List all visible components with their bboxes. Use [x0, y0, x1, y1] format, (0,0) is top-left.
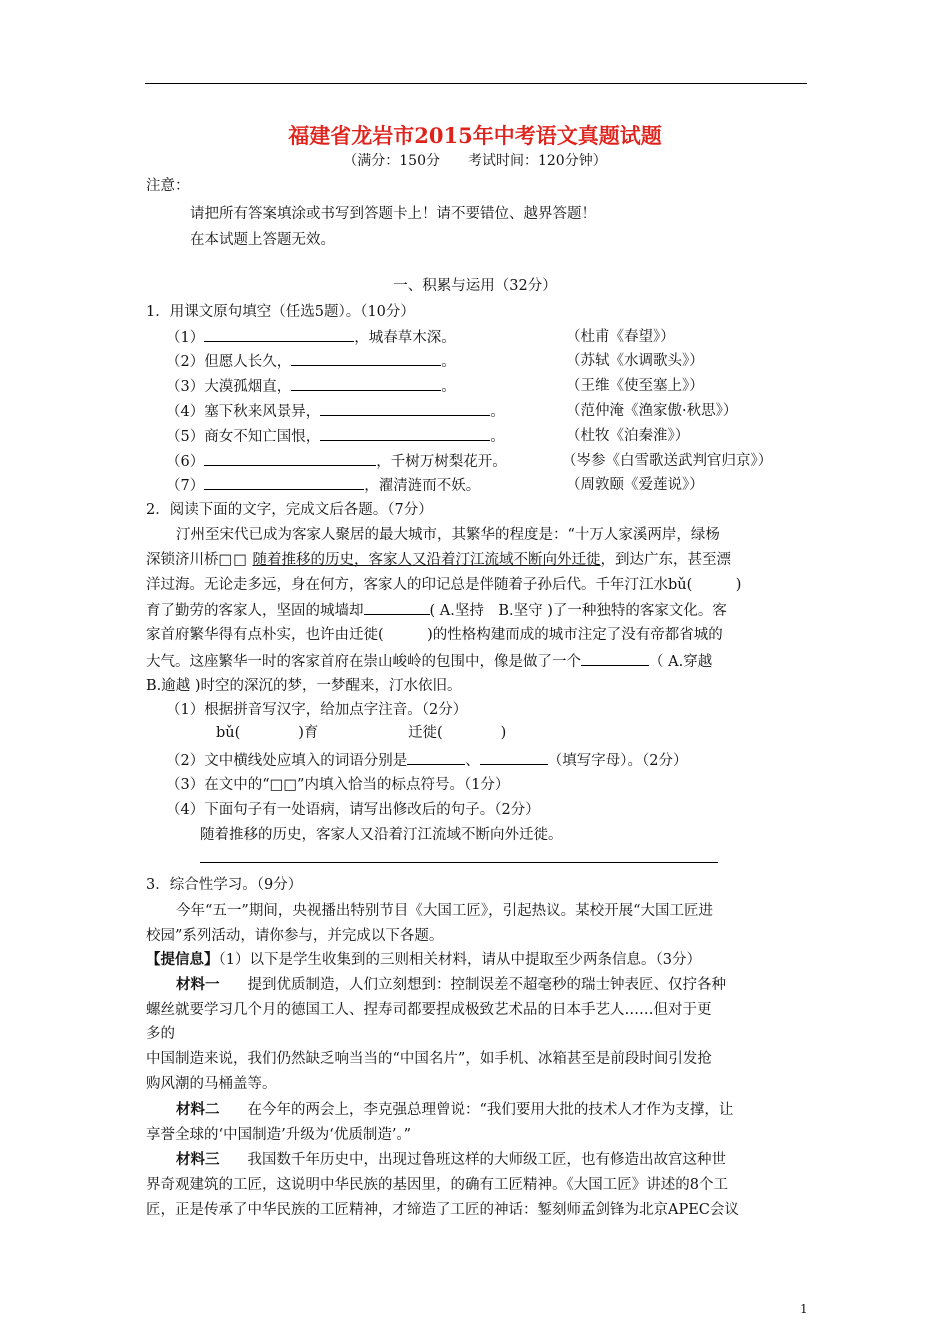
q3-intro-line: 校园”系列活动，请你参与，并完成以下各题。: [146, 928, 444, 944]
task-tag: 【提信息】: [146, 951, 219, 968]
q2-sub-1-b: 迁徙( ): [408, 725, 507, 741]
material-1-line: 螺丝就要学习几个月的德国工人、捏寿司都要捏成极致艺术品的日本手艺人……但对于更: [146, 1002, 712, 1018]
q1-item: （1） ，城春草木深。: [166, 327, 456, 348]
q1-item: （7） ，濯清涟而不妖。: [166, 475, 480, 496]
q1-source: （周敦颐《爱莲说》）: [566, 477, 704, 493]
answer-line[interactable]: [200, 862, 718, 863]
material-2-line: 材料二 在今年的两会上，李克强总理曾说：“我们要用大批的技术人才作为支撑，让: [176, 1101, 734, 1118]
q3-stem: 3．综合性学习。（9分）: [146, 877, 303, 893]
q3-intro-line: 今年“五一”期间，央视播出特别节目《大国工匠》，引起热议。某校开展“大国工匠进: [176, 903, 713, 919]
q1-item: （5）商女不知亡国恨， 。: [166, 426, 505, 447]
q2-passage-line: 汀州至宋代已成为客家人聚居的最大城市，其繁华的程度是：“十万人家溪两岸，绿杨: [176, 527, 720, 543]
q2-passage-line: 深锁济川桥□□ 随着推移的历史，客家人又沿着汀江流域不断向外迁徙，到达广东，甚至漂: [146, 552, 732, 568]
material-3-line: 材料三 我国数千年历史中，出现过鲁班这样的大师级工匠，也有修造出故宫这种世: [176, 1151, 726, 1168]
material-1-line: 多的: [146, 1026, 175, 1042]
notice-label: 注意：: [146, 178, 190, 194]
q1-item: （2）但愿人长久， 。: [166, 351, 456, 372]
answer-blank[interactable]: [581, 651, 649, 666]
q1-source: （杜牧《泊秦淮》）: [566, 428, 690, 444]
q2-passage-line: 育了勤劳的客家人，坚固的城墙却 ( A.坚持 B.坚守 )了一种独特的客家文化。客: [146, 600, 727, 621]
exam-subtitle: （满分：150分 考试时间：120分钟）: [343, 153, 607, 169]
q2-passage-line: 大气。这座繁华一时的客家首府在崇山峻岭的包围中，像是做了一个 （ A.穿越: [146, 651, 712, 672]
header-rule: [145, 83, 807, 84]
material-1-line: 中国制造来说，我们仍然缺乏响当当的“中国名片”，如手机、冰箱甚至是前段时间引发抢: [146, 1051, 712, 1067]
material-1-line: 购风潮的马桶盖等。: [146, 1076, 277, 1092]
q1-source: （王维《使至塞上》）: [566, 378, 704, 394]
section-heading: 一、积累与运用（32分）: [393, 278, 557, 294]
exam-title: 福建省龙岩市2015年中考语文真题试题: [288, 123, 662, 148]
answer-blank[interactable]: [364, 600, 430, 615]
q2-stem: 2．阅读下面的文字，完成文后各题。（7分）: [146, 502, 433, 518]
q1-item: （3）大漠孤烟直， 。: [166, 376, 456, 397]
answer-blank[interactable]: [204, 475, 364, 490]
underlined-sentence: 随着推移的历史，客家人又沿着汀江流域不断向外迁徙: [252, 552, 601, 568]
material-label: 材料三: [176, 1151, 220, 1168]
material-label: 材料一: [176, 976, 220, 993]
q1-stem: 1．用课文原句填空（任选5题）。（10分）: [146, 304, 415, 320]
q1-item: （4）塞下秋来风景异， 。: [166, 401, 505, 422]
q2-sub-4-sentence: 随着推移的历史，客家人又沿着汀江流域不断向外迁徙。: [200, 827, 563, 843]
answer-blank[interactable]: [320, 401, 490, 416]
q1-source: （范仲淹《渔家傲·秋思》）: [566, 403, 738, 419]
q2-passage-line: 家首府繁华得有点朴实，也许由迁徙( )的性格构建而成的城市注定了没有帝都省城的: [146, 627, 723, 643]
q2-sub-1-a: bǔ( )育: [216, 725, 319, 741]
answer-blank[interactable]: [407, 750, 465, 765]
material-1-line: 材料一 提到优质制造，人们立刻想到：控制误差不超毫秒的瑞士钟表匠、仅拧各种: [176, 976, 726, 993]
material-3-line: 匠，正是传承了中华民族的工匠精神，才缔造了工匠的神话：錾刻师孟剑锋为北京APEC会议: [146, 1202, 739, 1218]
answer-blank[interactable]: [291, 376, 441, 391]
material-3-line: 界奇观建筑的工匠，这说明中华民族的基因里，的确有工匠精神。《大国工匠》讲述的8个工: [146, 1177, 728, 1193]
q3-task: 【提信息】（1）以下是学生收集到的三则相关材料，请从中提取至少两条信息。（3分）: [146, 951, 701, 968]
q2-sub-3: （3）在文中的“□□”内填入恰当的标点符号。（1分）: [166, 777, 510, 793]
q1-item: （6） ，千树万树梨花开。: [166, 451, 507, 472]
material-2-line: 享誉全球的‘中国制造’升级为‘优质制造’。”: [146, 1127, 412, 1143]
q2-sub-1: （1）根据拼音写汉字，给加点字注音。（2分）: [166, 702, 468, 718]
page-number: 1: [800, 1302, 808, 1316]
answer-blank[interactable]: [204, 327, 354, 342]
material-label: 材料二: [176, 1101, 220, 1118]
q1-source: （苏轼《水调歌头》）: [566, 353, 704, 369]
notice-line-2: 在本试题上答题无效。: [190, 232, 335, 248]
notice-line-1: 请把所有答案填涂或书写到答题卡上！请不要错位、越界答题！: [190, 206, 596, 222]
q2-sub-4: （4）下面句子有一处语病，请写出修改后的句子。（2分）: [166, 802, 540, 818]
answer-blank[interactable]: [204, 451, 376, 466]
answer-blank[interactable]: [480, 750, 548, 765]
q1-source: （杜甫《春望》）: [566, 329, 675, 345]
q2-sub-2: （2）文中横线处应填入的词语分别是 、 （填写字母）。（2分）: [166, 750, 687, 771]
q2-passage-line: 洋过海。无论走多远，身在何方，客家人的印记总是伴随着子孙后代。千年汀江水bǔ( ): [146, 577, 742, 593]
q2-passage-line: B.逾越 )时空的深沉的梦，一梦醒来，汀水依旧。: [146, 678, 462, 694]
answer-blank[interactable]: [320, 426, 490, 441]
answer-blank[interactable]: [291, 351, 441, 366]
q1-source: （岑参《白雪歌送武判官归京》）: [562, 453, 773, 469]
